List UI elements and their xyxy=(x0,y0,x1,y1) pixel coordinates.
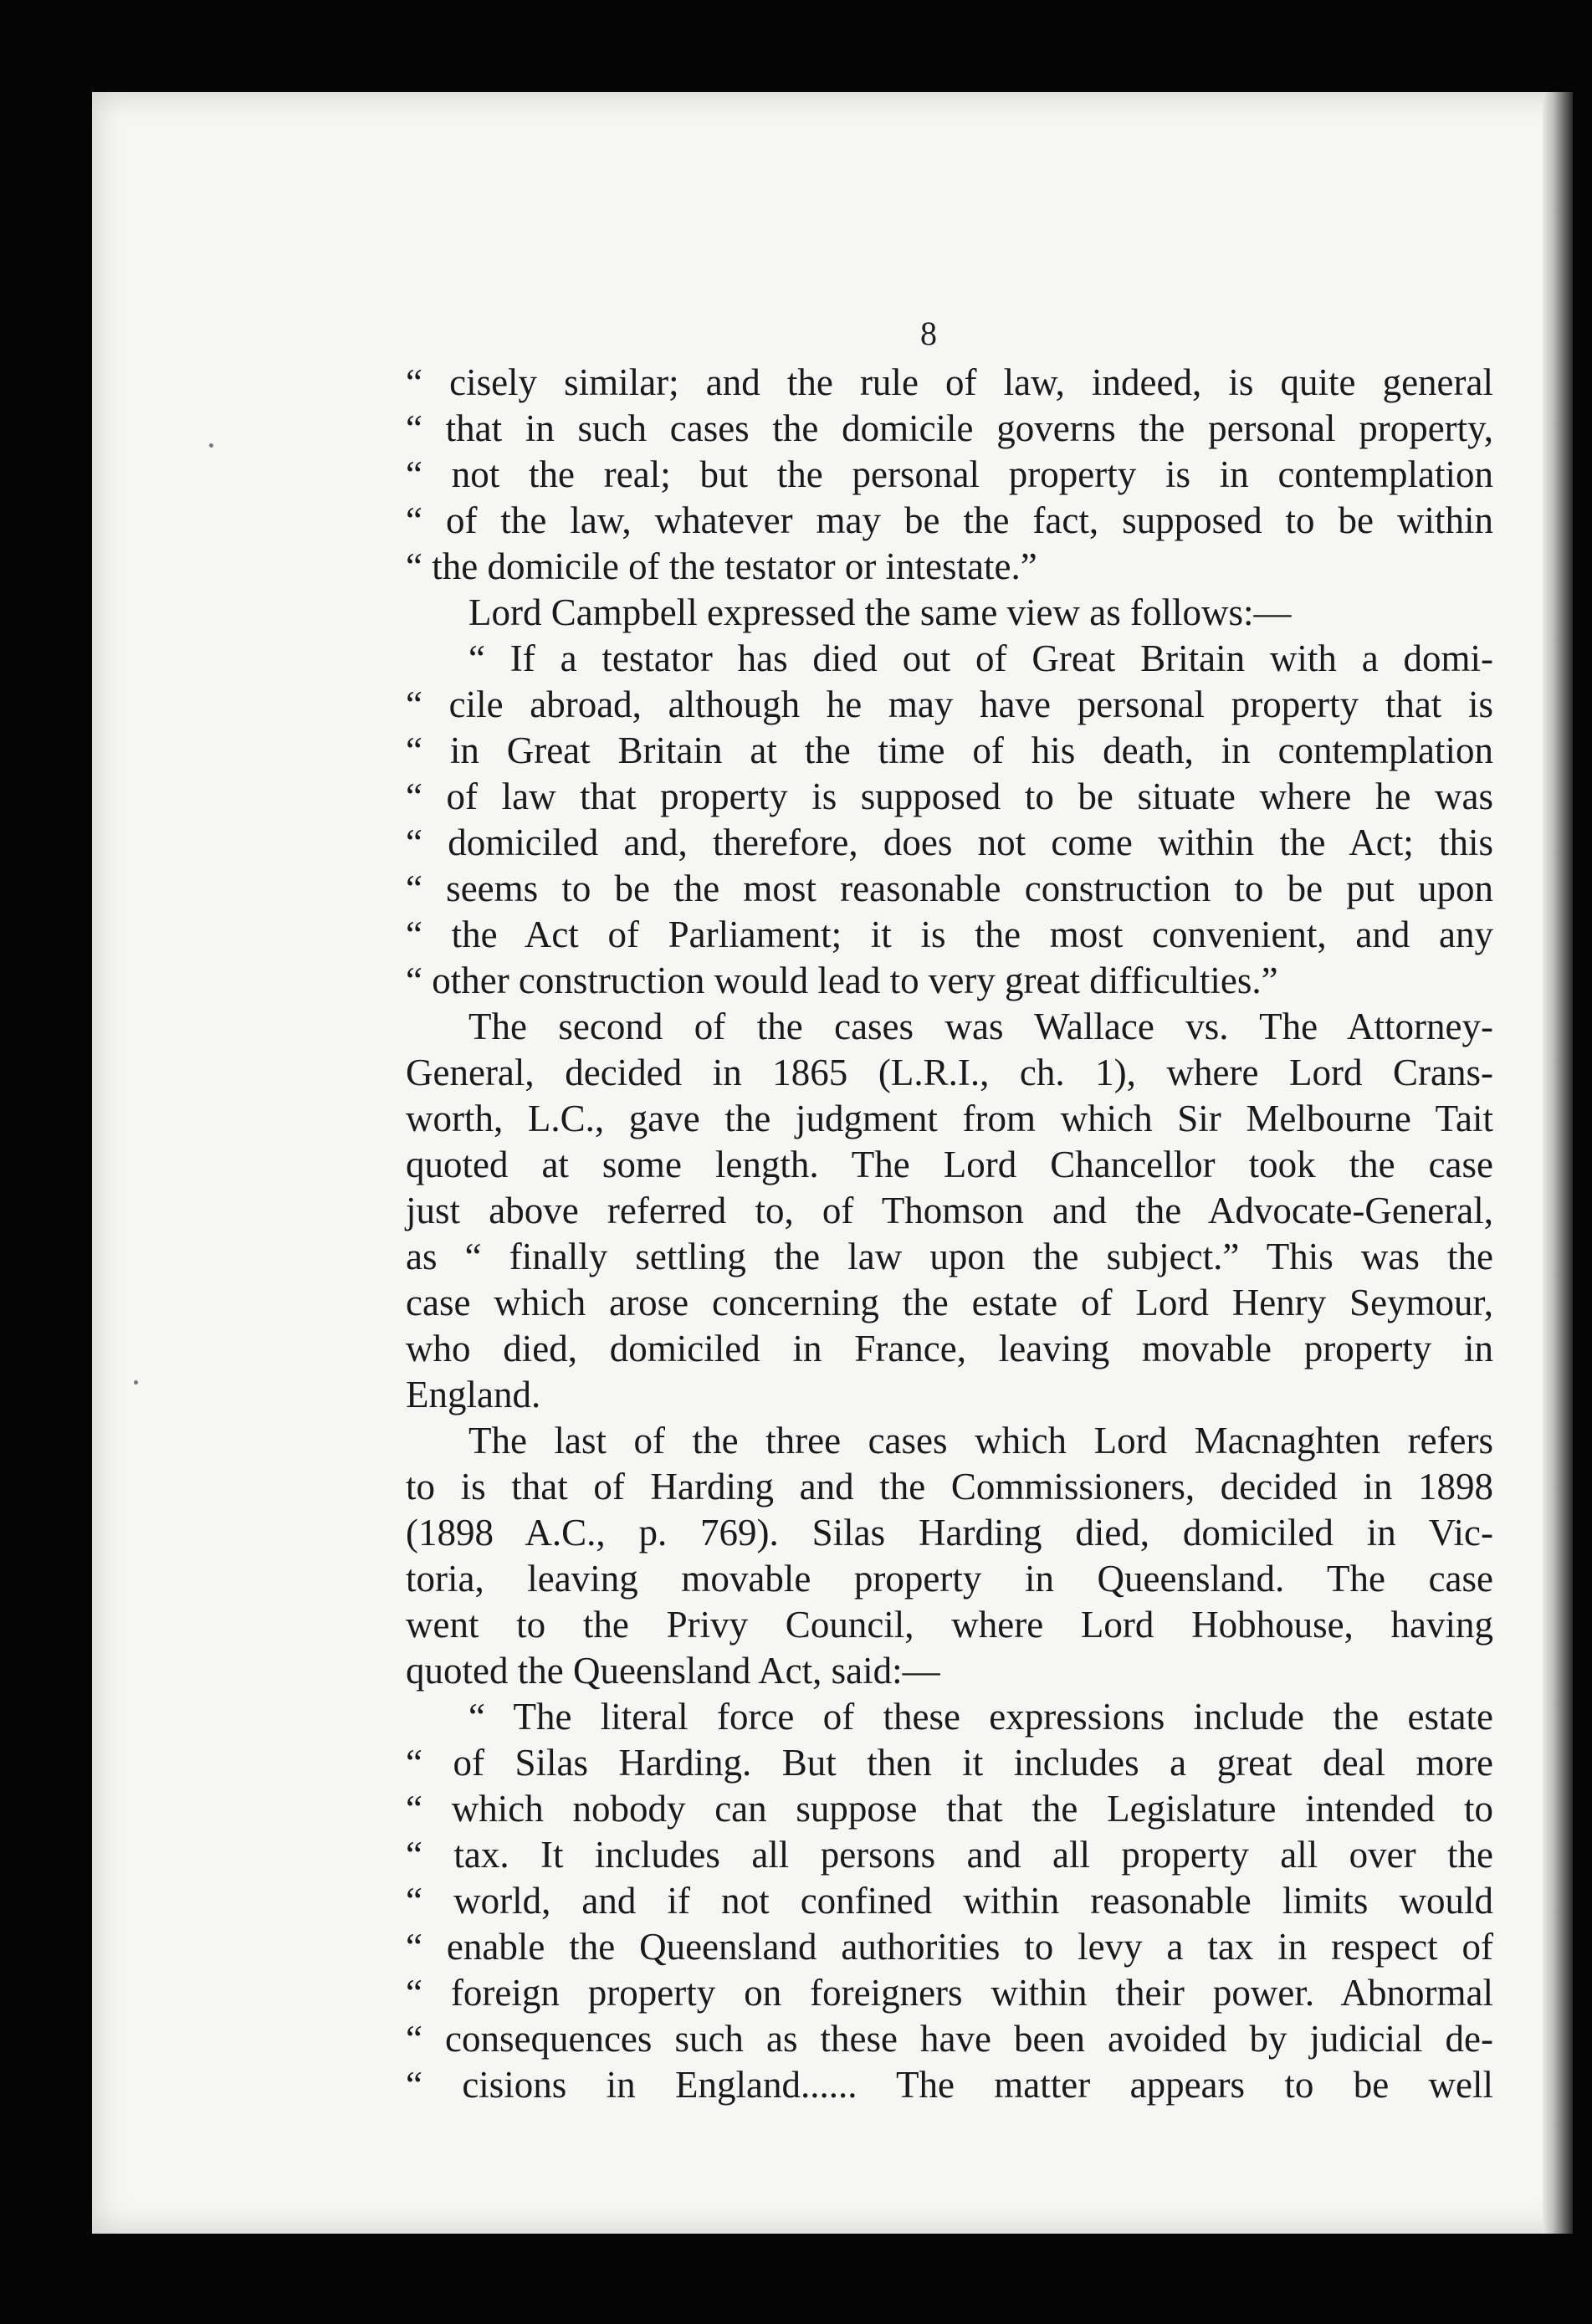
text-line: “ The literal force of these expressions include the estate xyxy=(468,1696,1493,1738)
scan-speck xyxy=(134,1380,138,1385)
text-line: (1898 A.C., p. 769). Silas Harding died, domiciled in Vic- xyxy=(406,1512,1493,1554)
text-line: to is that of Harding and the Commissioners, decided in 1898 xyxy=(406,1466,1493,1508)
text-line: Lord Campbell expressed the same view as follows:— xyxy=(468,591,1292,633)
text-line: “ cisely similar; and the rule of law, indeed, is quite general xyxy=(406,361,1493,403)
text-line: “ other construction would lead to very great difficulties.” xyxy=(406,960,1278,1001)
text-line: quoted at some length. The Lord Chancellor took the case xyxy=(406,1144,1493,1185)
text-line: “ the Act of Parliament; it is the most convenient, and any xyxy=(406,914,1493,955)
text-line: case which arose concerning the estate of Lord Henry Seymour, xyxy=(406,1282,1493,1323)
text-line: “ If a testator has died out of Great Britain with a domi- xyxy=(468,637,1493,679)
scan-speck xyxy=(209,443,213,448)
text-line: “ of Silas Harding. But then it includes a great deal more xyxy=(406,1742,1493,1784)
text-line: England. xyxy=(406,1374,541,1415)
page-number: 8 xyxy=(920,315,937,352)
text-line: as “ finally settling the law upon the subject.” This was the xyxy=(406,1236,1493,1277)
text-line: The last of the three cases which Lord Macnaghten refers xyxy=(468,1420,1493,1461)
text-line: “ domiciled and, therefore, does not come within the Act; this xyxy=(406,822,1493,863)
text-line: just above referred to, of Thomson and the Advocate-General, xyxy=(406,1190,1493,1231)
page-edge-shadow xyxy=(1543,92,1573,2234)
text-line: General, decided in 1865 (L.R.I., ch. 1), where Lord Crans- xyxy=(406,1052,1493,1093)
text-line: “ enable the Queensland authorities to levy a tax in respect of xyxy=(406,1926,1493,1968)
text-line: “ of law that property is supposed to be situate where he was xyxy=(406,776,1493,817)
text-line: went to the Privy Council, where Lord Hobhouse, having xyxy=(406,1604,1493,1646)
text-line: “ seems to be the most reasonable construction to be put upon xyxy=(406,868,1493,909)
text-line: “ that in such cases the domicile governs the personal property, xyxy=(406,407,1493,449)
text-line: “ tax. It includes all persons and all property all over the xyxy=(406,1834,1493,1876)
text-line: “ in Great Britain at the time of his death, in contemplation xyxy=(406,729,1493,771)
text-line: The second of the cases was Wallace vs. The Attorney- xyxy=(468,1006,1493,1047)
text-line: “ world, and if not confined within reasonable limits would xyxy=(406,1880,1493,1922)
text-line: “ of the law, whatever may be the fact, supposed to be within xyxy=(406,499,1493,541)
text-line: “ which nobody can suppose that the Legislature intended to xyxy=(406,1788,1493,1830)
text-line: quoted the Queensland Act, said:— xyxy=(406,1650,940,1692)
text-line: toria, leaving movable property in Queensland. The case xyxy=(406,1558,1493,1600)
text-line: worth, L.C., gave the judgment from which Sir Melbourne Tait xyxy=(406,1098,1493,1139)
text-line: “ foreign property on foreigners within their power. Abnormal xyxy=(406,1972,1493,2014)
text-line: “ cisions in England...... The matter appears to be well xyxy=(406,2064,1493,2106)
text-line: “ not the real; but the personal property is in contemplation xyxy=(406,453,1493,495)
text-line: who died, domiciled in France, leaving movable property in xyxy=(406,1328,1493,1369)
text-line: “ cile abroad, although he may have personal property that is xyxy=(406,683,1493,725)
text-line: “ the domicile of the testator or intestate.” xyxy=(406,545,1037,587)
text-line: “ consequences such as these have been avoided by judicial de- xyxy=(406,2018,1493,2060)
